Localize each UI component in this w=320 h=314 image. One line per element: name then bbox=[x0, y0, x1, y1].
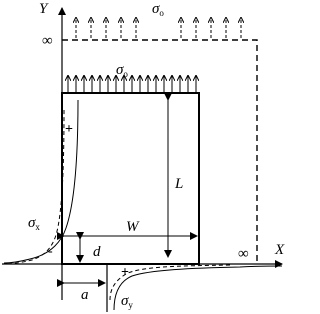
sigma-y-symbol: σ bbox=[121, 293, 129, 309]
width-label: W bbox=[126, 219, 139, 235]
sigma-x-subscript: x bbox=[35, 222, 40, 232]
inner-stress-arrows bbox=[68, 76, 196, 92]
inner-stress-label bbox=[116, 63, 128, 79]
outer-stress-label bbox=[152, 2, 164, 18]
length-label: L bbox=[175, 176, 184, 192]
sigma-y-label bbox=[121, 294, 133, 310]
y-axis-label: Y bbox=[39, 1, 48, 17]
infinity-right-symbol: ∞ bbox=[238, 246, 249, 262]
sigma-x-plus-sign: + bbox=[65, 122, 73, 137]
sigma-x-label bbox=[28, 216, 40, 232]
outer-dashed-boundary bbox=[62, 40, 257, 264]
offset-label: a bbox=[81, 287, 89, 303]
sigma-x-minus-sign: - bbox=[48, 244, 53, 259]
sigma-x-dashed-curve bbox=[4, 110, 64, 264]
outer-stress-arrows bbox=[76, 18, 241, 38]
sigma-y-solid-curve bbox=[114, 266, 282, 310]
outer-stress-symbol: σ bbox=[152, 1, 160, 17]
inner-stress-subscript: o bbox=[123, 69, 128, 79]
sigma-x-symbol: σ bbox=[28, 215, 36, 231]
sigma-y-subscript: y bbox=[128, 300, 133, 310]
outer-stress-subscript: o bbox=[159, 8, 164, 18]
inner-stress-symbol: σ bbox=[116, 62, 124, 78]
infinity-top-symbol: ∞ bbox=[42, 33, 53, 49]
depth-label: d bbox=[93, 244, 101, 260]
sigma-y-plus-sign: + bbox=[121, 265, 129, 280]
x-axis-label: X bbox=[275, 242, 285, 258]
